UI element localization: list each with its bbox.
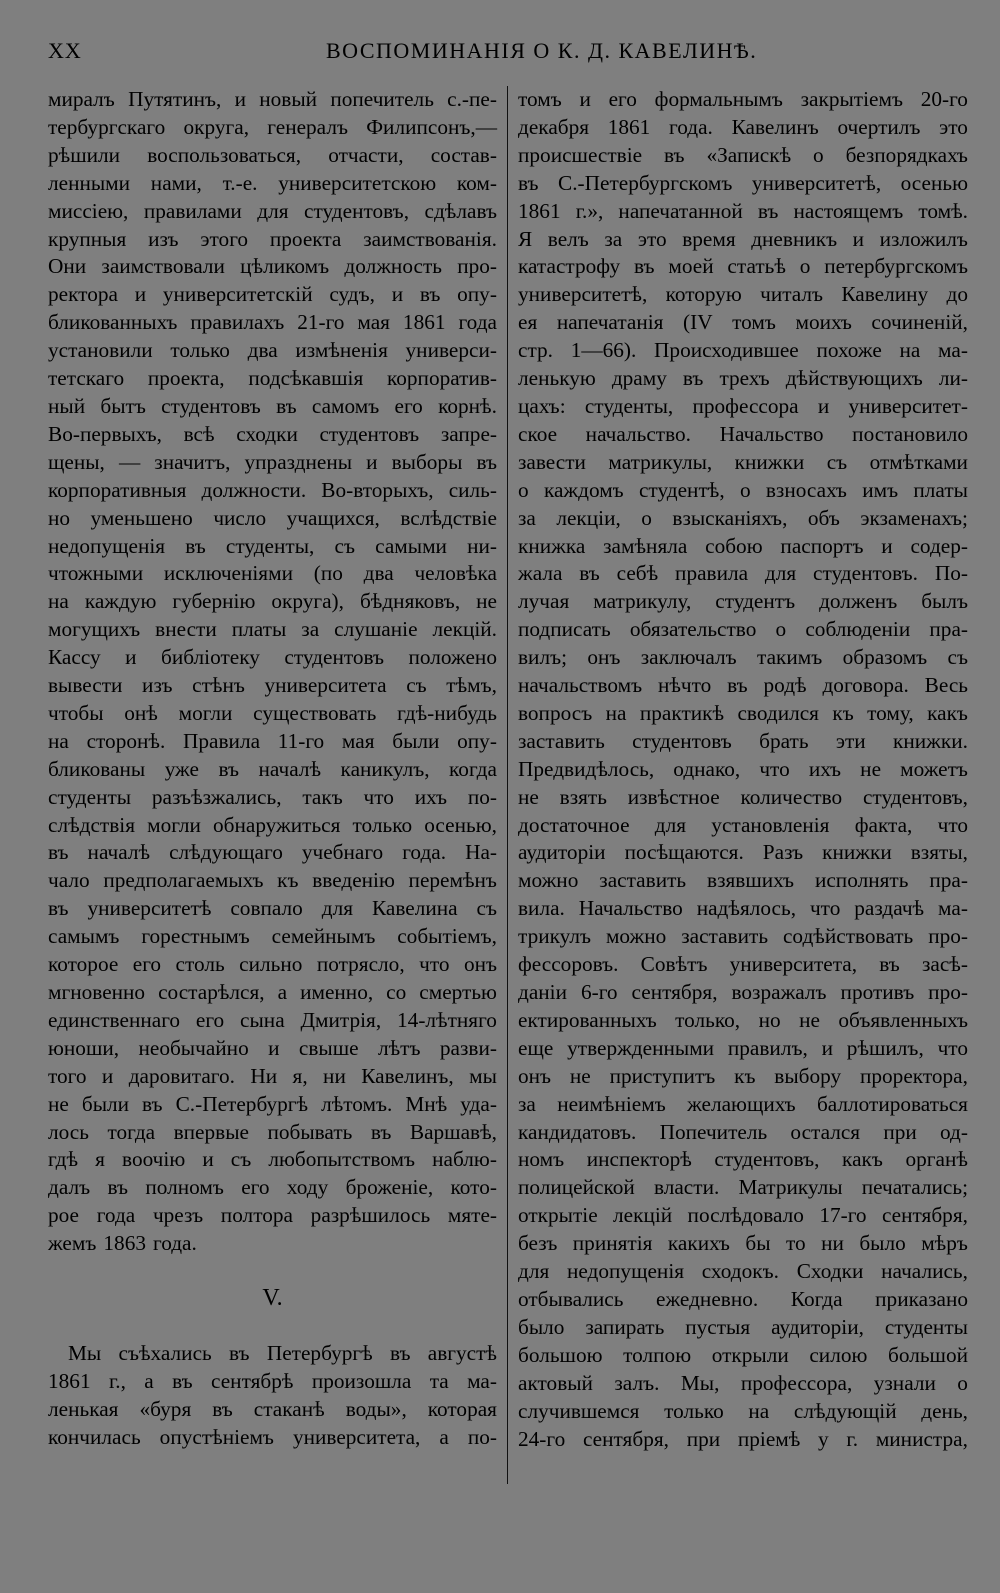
text-line: ленными нами, т.-е. университетскою ком- [48, 170, 497, 195]
text-line: на каждую губернiю округа), бѣдняковъ, не [48, 589, 497, 614]
text-line: студенты разъѣзжались, такъ что ихъ по- [48, 784, 497, 809]
text-line: тербургскаго округа, генералъ Филипсонъ,— [48, 114, 497, 139]
text-line: но уменьшено число учащихся, вслѣдствiе [48, 505, 497, 530]
text-line: большою толпою открыли силою большой [518, 1342, 968, 1367]
text-line: можно заставить взявшихъ исполнять пра- [518, 868, 968, 893]
text-line: въ университетѣ совпало для Кавелина съ [48, 896, 497, 921]
text-line: юноши, необычайно и свыше лѣтъ разви- [48, 1035, 497, 1060]
text-line: не были въ С.-Петербургѣ лѣтомъ. Мнѣ уда- [48, 1091, 497, 1116]
text-line: единственнаго его сына Дмитрiя, 14-лѣтняго [48, 1007, 497, 1032]
text-line: рѣшили воспользоваться, отчасти, состав- [48, 142, 497, 167]
text-line: было запирать пустыя аудиторiи, студенты [518, 1314, 968, 1339]
text-line: достаточное для установленiя факта, что [518, 812, 968, 837]
right-text-block [518, 86, 968, 1453]
page-number: XX [48, 38, 82, 63]
text-line: тетскаго проекта, подсѣкавшiя корпоратив- [48, 366, 497, 391]
text-line: того и даровитаго. Ни я, ни Кавелинъ, мы [48, 1063, 497, 1088]
text-line: мгновенно состарѣлся, а именно, со смертью [48, 980, 497, 1004]
text-line: открытiе лекцiй послѣдовало 17-го сентября, [518, 1203, 968, 1228]
text-line: ектированныхъ только, но не объявленныхъ [518, 1007, 968, 1032]
text-line: отбывались ежедневно. Когда приказано [518, 1286, 968, 1311]
page-header [48, 30, 960, 70]
text-line: которое его столь сильно потрясло, что онъ [48, 952, 497, 977]
text-line: ленькая «буря въ стаканѣ воды», которая [48, 1396, 497, 1421]
text-line: онъ не приступитъ къ выбору проректора, [518, 1063, 968, 1088]
section-number: V. [262, 1285, 283, 1312]
text-line: рое года чрезъ полтора разрѣшилось мяте- [48, 1203, 497, 1228]
text-line: фессоровъ. Совѣтъ университета, въ засѣ- [518, 952, 968, 977]
text-line: миралъ Путятинъ, и новый попечитель с.-пе- [48, 87, 497, 111]
text-line: Мы съѣхались въ Петербургѣ въ августѣ [68, 1340, 497, 1365]
text-line: лось тогда впервые побывать въ Варшавѣ, [48, 1119, 497, 1144]
text-line: за лекцiи, о взысканiяхъ, объ экзаменахъ; [518, 505, 968, 530]
text-line: вопросъ на практикѣ сводился къ тому, какъ [518, 700, 968, 725]
text-line: далъ въ полномъ его ходу броженiе, кото- [48, 1175, 497, 1200]
text-line: ленькую драму въ трехъ дѣйствующихъ ли- [518, 366, 968, 391]
text-line: Во-первыхъ, всѣ сходки студентовъ запре- [48, 421, 497, 446]
text-line: бликованныхъ правилахъ 21-го мая 1861 года [48, 310, 497, 335]
text-line: лучая матрикулу, студентъ долженъ былъ [518, 589, 968, 614]
text-line: университетѣ, которую читалъ Кавелину до [518, 282, 968, 307]
text-line: происшествiе въ «Запискѣ о безпорядкахъ [518, 142, 968, 167]
text-line: Предвидѣлось, однако, что ихъ не можетъ [518, 756, 968, 781]
text-line: за неимѣнiемъ желающихъ баллотироваться [518, 1091, 968, 1116]
text-line: еще утвержденными правилъ, и рѣшилъ, что [518, 1035, 968, 1060]
text-line: номъ инспекторѣ студентовъ, какъ органѣ [518, 1147, 968, 1172]
text-line: Кассу и библiотеку студентовъ положено [48, 645, 497, 670]
text-line: книжка замѣняла собою паспортъ и содер- [518, 533, 968, 558]
text-line: актовый залъ. Мы, профессора, узнали о [518, 1370, 968, 1395]
text-line: жемъ 1863 года. [48, 1231, 197, 1256]
text-line: стр. 1—66). Происходившее похоже на ма- [518, 338, 968, 363]
text-line: вилъ; онъ заключалъ такимъ образомъ съ [518, 645, 968, 670]
text-line: 1861 г., а въ сентябрѣ произошла та ма- [48, 1368, 497, 1393]
text-line: слѣдствiя могли обнаружиться только осенью, [48, 812, 497, 837]
left-text-block-after-section [48, 1340, 497, 1452]
text-line: 24-го сентября, при прiемѣ у г. министра, [518, 1426, 968, 1451]
text-line: ный бытъ студентовъ въ самомъ его корнѣ. [48, 393, 497, 418]
text-line: полицейской власти. Матрикулы печатались; [518, 1175, 968, 1200]
text-line: вила. Начальство надѣялось, что раздачѣ ма- [518, 896, 968, 921]
text-line: безъ принятiя какихъ бы то ни было мѣръ [518, 1231, 968, 1256]
left-column [48, 86, 497, 1452]
text-line: вывести изъ стѣнъ университета съ тѣмъ, [48, 673, 497, 698]
text-line: цахъ: студенты, профессора и университет- [518, 393, 968, 418]
text-line: заставить студентовъ брать эти книжки. [518, 728, 968, 753]
text-line: ское начальство. Начальство постановило [518, 421, 968, 446]
text-line: для недопущенiя сходокъ. Сходки начались, [518, 1259, 968, 1284]
text-line: аудиторiи посѣщаются. Разъ книжки взяты, [518, 840, 968, 865]
text-line: данiи 6-го сентября, возражалъ противъ про- [518, 980, 968, 1004]
text-line: въ началѣ слѣдующаго учебнаго года. На- [48, 840, 497, 865]
text-line: томъ и его формальнымъ закрытiемъ 20-го [518, 87, 968, 111]
text-line: корпоративныя должности. Во-вторыхъ, силь- [48, 477, 497, 502]
text-line: случившемся только на слѣдующiй день, [518, 1398, 968, 1423]
text-line: гдѣ я воочiю и съ любопытствомъ наблю- [48, 1147, 497, 1172]
text-line: декабря 1861 года. Кавелинъ очертилъ это [518, 114, 968, 139]
text-line: ея напечатанiя (IV томъ моихъ сочиненiй, [518, 310, 968, 335]
text-line: подписать обязательство о соблюденiи пра- [518, 617, 968, 642]
column-divider [507, 86, 508, 1484]
text-line: трикулъ можно заставить содѣйствовать про- [518, 924, 968, 949]
text-line: завести матрикулы, книжки съ отмѣтками [518, 449, 968, 474]
text-line: могущихъ внести платы за слушанiе лекцiй. [48, 617, 497, 642]
text-line: 1861 г.», напечатанной въ настоящемъ томѣ. [518, 198, 968, 223]
text-line: въ С.-Петербургскомъ университетѣ, осенью [518, 170, 968, 195]
text-line: Я велъ за это время дневникъ и изложилъ [518, 226, 968, 251]
text-line: кандидатовъ. Попечитель остался при од- [518, 1119, 968, 1144]
text-line: чтожными исключенiями (по два человѣка [48, 561, 497, 586]
text-line: Они заимствовали цѣликомъ должность про- [48, 254, 497, 279]
text-line: о каждомъ студентѣ, о взносахъ имъ платы [518, 477, 968, 502]
text-line: самымъ горестнымъ семейнымъ событiемъ, [48, 924, 497, 949]
text-line: начальствомъ нѣчто въ родѣ договора. Весь [518, 673, 968, 698]
text-line: ректора и университетскiй судъ, и въ опу- [48, 282, 497, 307]
text-line: недопущенiя въ студенты, съ самыми ни- [48, 533, 497, 558]
text-line: кончилась опустѣнiемъ университета, а по- [48, 1424, 497, 1449]
right-column [518, 86, 968, 1453]
text-line: жала въ себѣ правила для студентовъ. По- [518, 561, 968, 586]
text-line: миссiею, правилами для студентовъ, сдѣлавъ [48, 198, 497, 223]
text-line: крупныя изъ этого проекта заимствованiя. [48, 226, 497, 251]
text-line: не взять извѣстное количество студентовъ, [518, 784, 968, 809]
text-line: катастрофу въ моей статьѣ о петербургскомъ [518, 254, 968, 279]
text-line: бликованы уже въ началѣ каникулъ, когда [48, 756, 497, 781]
text-line: установили только два измѣненiя универси- [48, 338, 497, 363]
text-line: чтобы онѣ могли существовать гдѣ-нибудь [48, 700, 497, 725]
text-line: щены, — значитъ, упразднены и выборы въ [48, 449, 497, 474]
text-line: на сторонѣ. Правила 11-го мая были опу- [48, 728, 497, 753]
left-text-block [48, 86, 497, 1258]
text-line: чало предполагаемыхъ къ введенiю перемѣнъ [48, 868, 497, 893]
running-title: ВОСПОМИНАНIЯ О К. Д. КАВЕЛИНѢ. [326, 38, 758, 63]
